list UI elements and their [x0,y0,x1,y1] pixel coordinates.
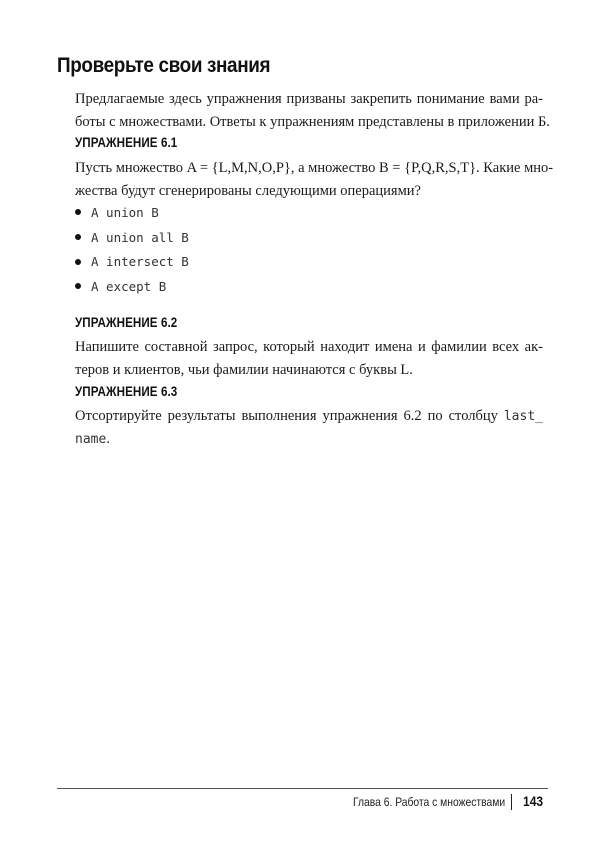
exercise-6-2-text [75,336,543,382]
operation-code: A union B [91,204,159,220]
exercise-6-3-text-part: Отсортируйте результаты выполнения упражнения 6.2 по столбцу [75,408,504,424]
operation-code: A union all B [91,229,189,245]
operation-code: A intersect B [91,254,189,270]
page-number: 143 [523,793,544,809]
intro-line-2: боты с множествами. Ответы к упражнениям представлены в приложении Б. [75,114,550,130]
exercise-6-3-heading: УПРАЖНЕНИЕ 6.3 [75,384,178,399]
footer-divider [57,788,548,789]
list-item [75,225,189,250]
list-item [75,200,189,225]
set-operations-list [75,200,189,299]
footer-separator [511,794,512,810]
intro-line-1: Предлагаемые здесь упражнения призваны закрепить понимание вами ра- [75,91,543,107]
exercise-6-2-heading: УПРАЖНЕНИЕ 6.2 [75,315,178,330]
exercise-6-3-line-2 [75,428,543,451]
exercise-6-1-heading: УПРАЖНЕНИЕ 6.1 [75,135,178,150]
intro-paragraph [75,88,550,134]
bullet-icon [75,283,81,289]
operation-code: A except B [91,278,167,294]
bullet-icon [75,209,81,215]
column-name-code: last_ [503,409,543,424]
exercise-6-1-line-2: жества будут сгенерированы следующими операциями? [75,183,421,199]
bullet-icon [75,259,81,265]
running-footer-chapter: Глава 6. Работа с множествами [353,795,506,809]
bullet-icon [75,234,81,240]
list-item [75,249,189,274]
sentence-end: . [106,431,110,447]
exercise-6-1-text [75,157,554,203]
section-title: Проверьте свои знания [57,54,271,77]
exercise-6-3-text [75,405,543,451]
exercise-6-3-line-1 [75,405,543,428]
column-name-code-cont: name [75,432,107,447]
list-item [75,274,189,299]
exercise-6-2-line-1: Напишите составной запрос, который находит имена и фамилии всех ак- [75,339,543,355]
exercise-6-2-line-2: теров и клиентов, чьи фамилии начинаются с буквы L. [75,362,413,378]
exercise-6-1-line-1: Пусть множество A = {L,M,N,O,P}, а множество B = {P,Q,R,S,T}. Какие мно- [75,160,554,176]
